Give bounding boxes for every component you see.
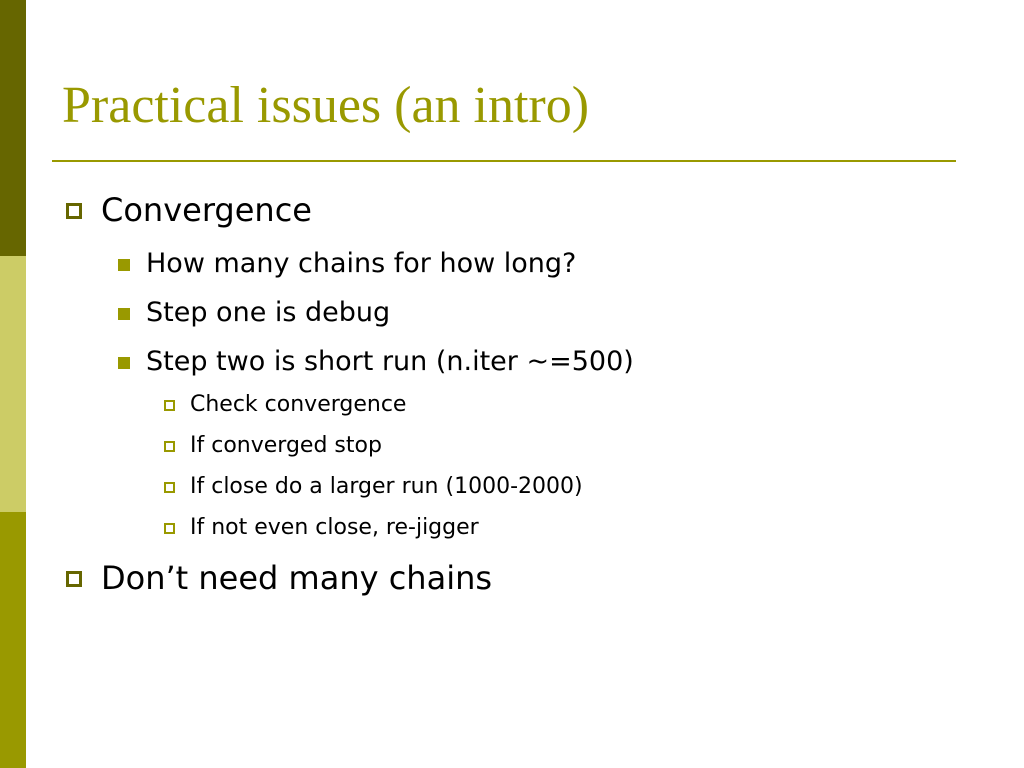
bullet-step-two: Step two is short run (n.iter ~=500) bbox=[146, 346, 634, 377]
bullet-if-not-close: If not even close, re-jigger bbox=[190, 515, 479, 540]
bullet-dont-need-chains: Don’t need many chains bbox=[101, 559, 493, 597]
small-hollow-square-bullet-icon bbox=[164, 523, 175, 534]
bullet-step-one: Step one is debug bbox=[146, 297, 391, 328]
bullet-if-converged: If converged stop bbox=[190, 433, 382, 458]
hollow-square-bullet-icon bbox=[66, 571, 82, 587]
slide-title: Practical issues (an intro) bbox=[62, 77, 590, 134]
filled-square-bullet-icon bbox=[118, 357, 130, 369]
filled-square-bullet-icon bbox=[118, 259, 130, 271]
small-hollow-square-bullet-icon bbox=[164, 482, 175, 493]
bullet-chains-how-long: How many chains for how long? bbox=[146, 248, 577, 279]
small-hollow-square-bullet-icon bbox=[164, 441, 175, 452]
small-hollow-square-bullet-icon bbox=[164, 400, 175, 411]
bullet-check-convergence: Check convergence bbox=[190, 392, 407, 417]
filled-square-bullet-icon bbox=[118, 308, 130, 320]
bullet-convergence: Convergence bbox=[101, 191, 312, 229]
bullet-if-close: If close do a larger run (1000-2000) bbox=[190, 474, 583, 499]
hollow-square-bullet-icon bbox=[66, 203, 82, 219]
